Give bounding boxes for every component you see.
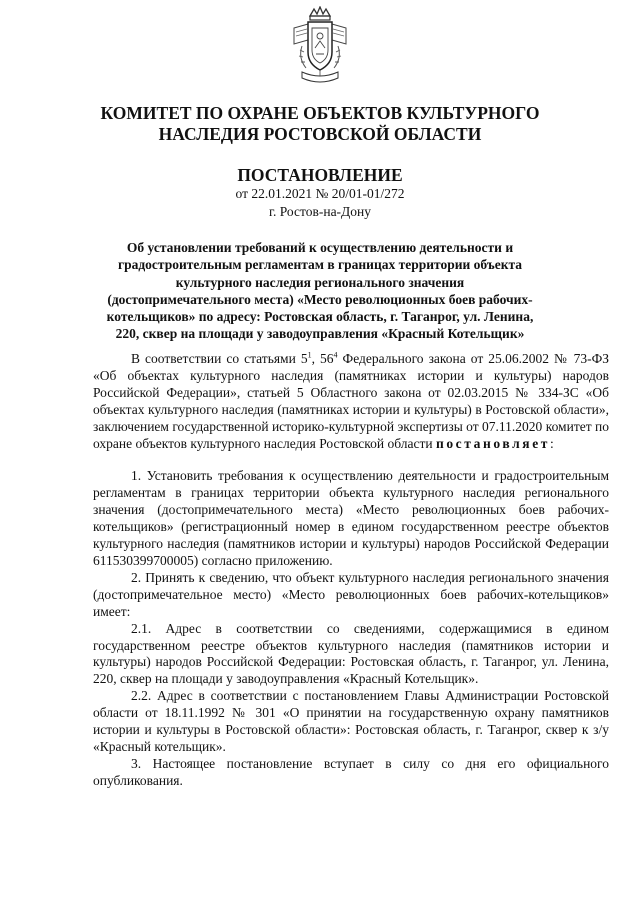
superscript-1: 1 xyxy=(307,350,312,360)
preamble-text-3: Федерального закона от 25.06.2002 № 73-ФЗ «Об объектах культурного наследия (памятниках истории и культуры) народов Российской Федерации», статьей 5 Областного закона от 02.03.2015 № 334-ЗС «Об объектах культурного наследия (памятниках истории и культуры) в Ростовской области», заключением государственной историко-культурной экспертизы от 07.11.2020 комитет по охране объектов культурного наследия Ростовской области xyxy=(93,351,610,451)
coat-of-arms-emblem xyxy=(288,6,352,90)
committee-name-line-1: КОМИТЕТ ПО ОХРАНЕ ОБЪЕКТОВ КУЛЬТУРНОГО xyxy=(100,103,540,123)
document-date-number: от 22.01.2021 № 20/01-01/272 xyxy=(235,186,405,201)
document-title: Об установлении требований к осуществлению деятельности и градостроительным регламентам в границах территории объекта культурного наследия регионального значения (достопримечательного места) «Место революционных боев рабочих-котельщиков» по адресу: Ростовская область, г. Таганрог, ул. Ленина, 220, сквер на площади у заводоуправления «Красный Котельщик» xyxy=(106,240,534,342)
clause-2-1: 2.1. Адрес в соответствии со сведениями, содержащимися в едином государственном реестре объектов культурного наследия (памятников истории и культуры) народов Российской Федерации: Ростовская область, г. Таганрог, ул. Ленина, 220, сквер на площади у заводоуправления «Красный Котельщик». xyxy=(93,620,609,687)
preamble-paragraph xyxy=(93,351,609,452)
clause-3: 3. Настоящее постановление вступает в силу со дня его официального опубликования. xyxy=(93,755,609,788)
clause-2: 2. Принять к сведению, что объект культурного наследия регионального значения (достопримечательное место) «Место революционных боев рабочих-котельщиков» имеет: xyxy=(93,569,609,619)
document-city: г. Ростов-на-Дону xyxy=(268,204,371,219)
document-body xyxy=(93,351,609,790)
preamble-colon: : xyxy=(550,435,554,451)
document-type: ПОСТАНОВЛЕНИЕ xyxy=(237,165,403,185)
decree-word: постановляет xyxy=(435,435,551,451)
committee-name-line-2: НАСЛЕДИЯ РОСТОВСКОЙ ОБЛАСТИ xyxy=(158,124,482,144)
clause-2-2: 2.2. Адрес в соответствии с постановлением Главы Администрации Ростовской области от 18.11.1992 № 301 «О принятии на государственную охрану памятников истории и культуры в Ростовской области»: Ростовская область, г. Таганрог, сквер к з/у «Красный котельщик». xyxy=(93,688,609,754)
preamble-text-1: В соответствии со статьями 5 xyxy=(131,351,308,366)
preamble-text-2: , 56 xyxy=(311,351,334,366)
clause-1: 1. Установить требования к осуществлению деятельности и градостроительным регламентам в границах территории объекта культурного наследия регионального значения (достопримечательного места) «Место революционных боев рабочих-котельщиков» (регистрационный номер в едином государственном реестре объектов культурного наследия (памятников истории и культуры) народов Российской Федерации 611530399700005) согласно приложению. xyxy=(93,468,609,568)
committee-name xyxy=(70,103,570,145)
superscript-2: 4 xyxy=(333,350,338,360)
coat-of-arms-icon xyxy=(288,6,352,90)
